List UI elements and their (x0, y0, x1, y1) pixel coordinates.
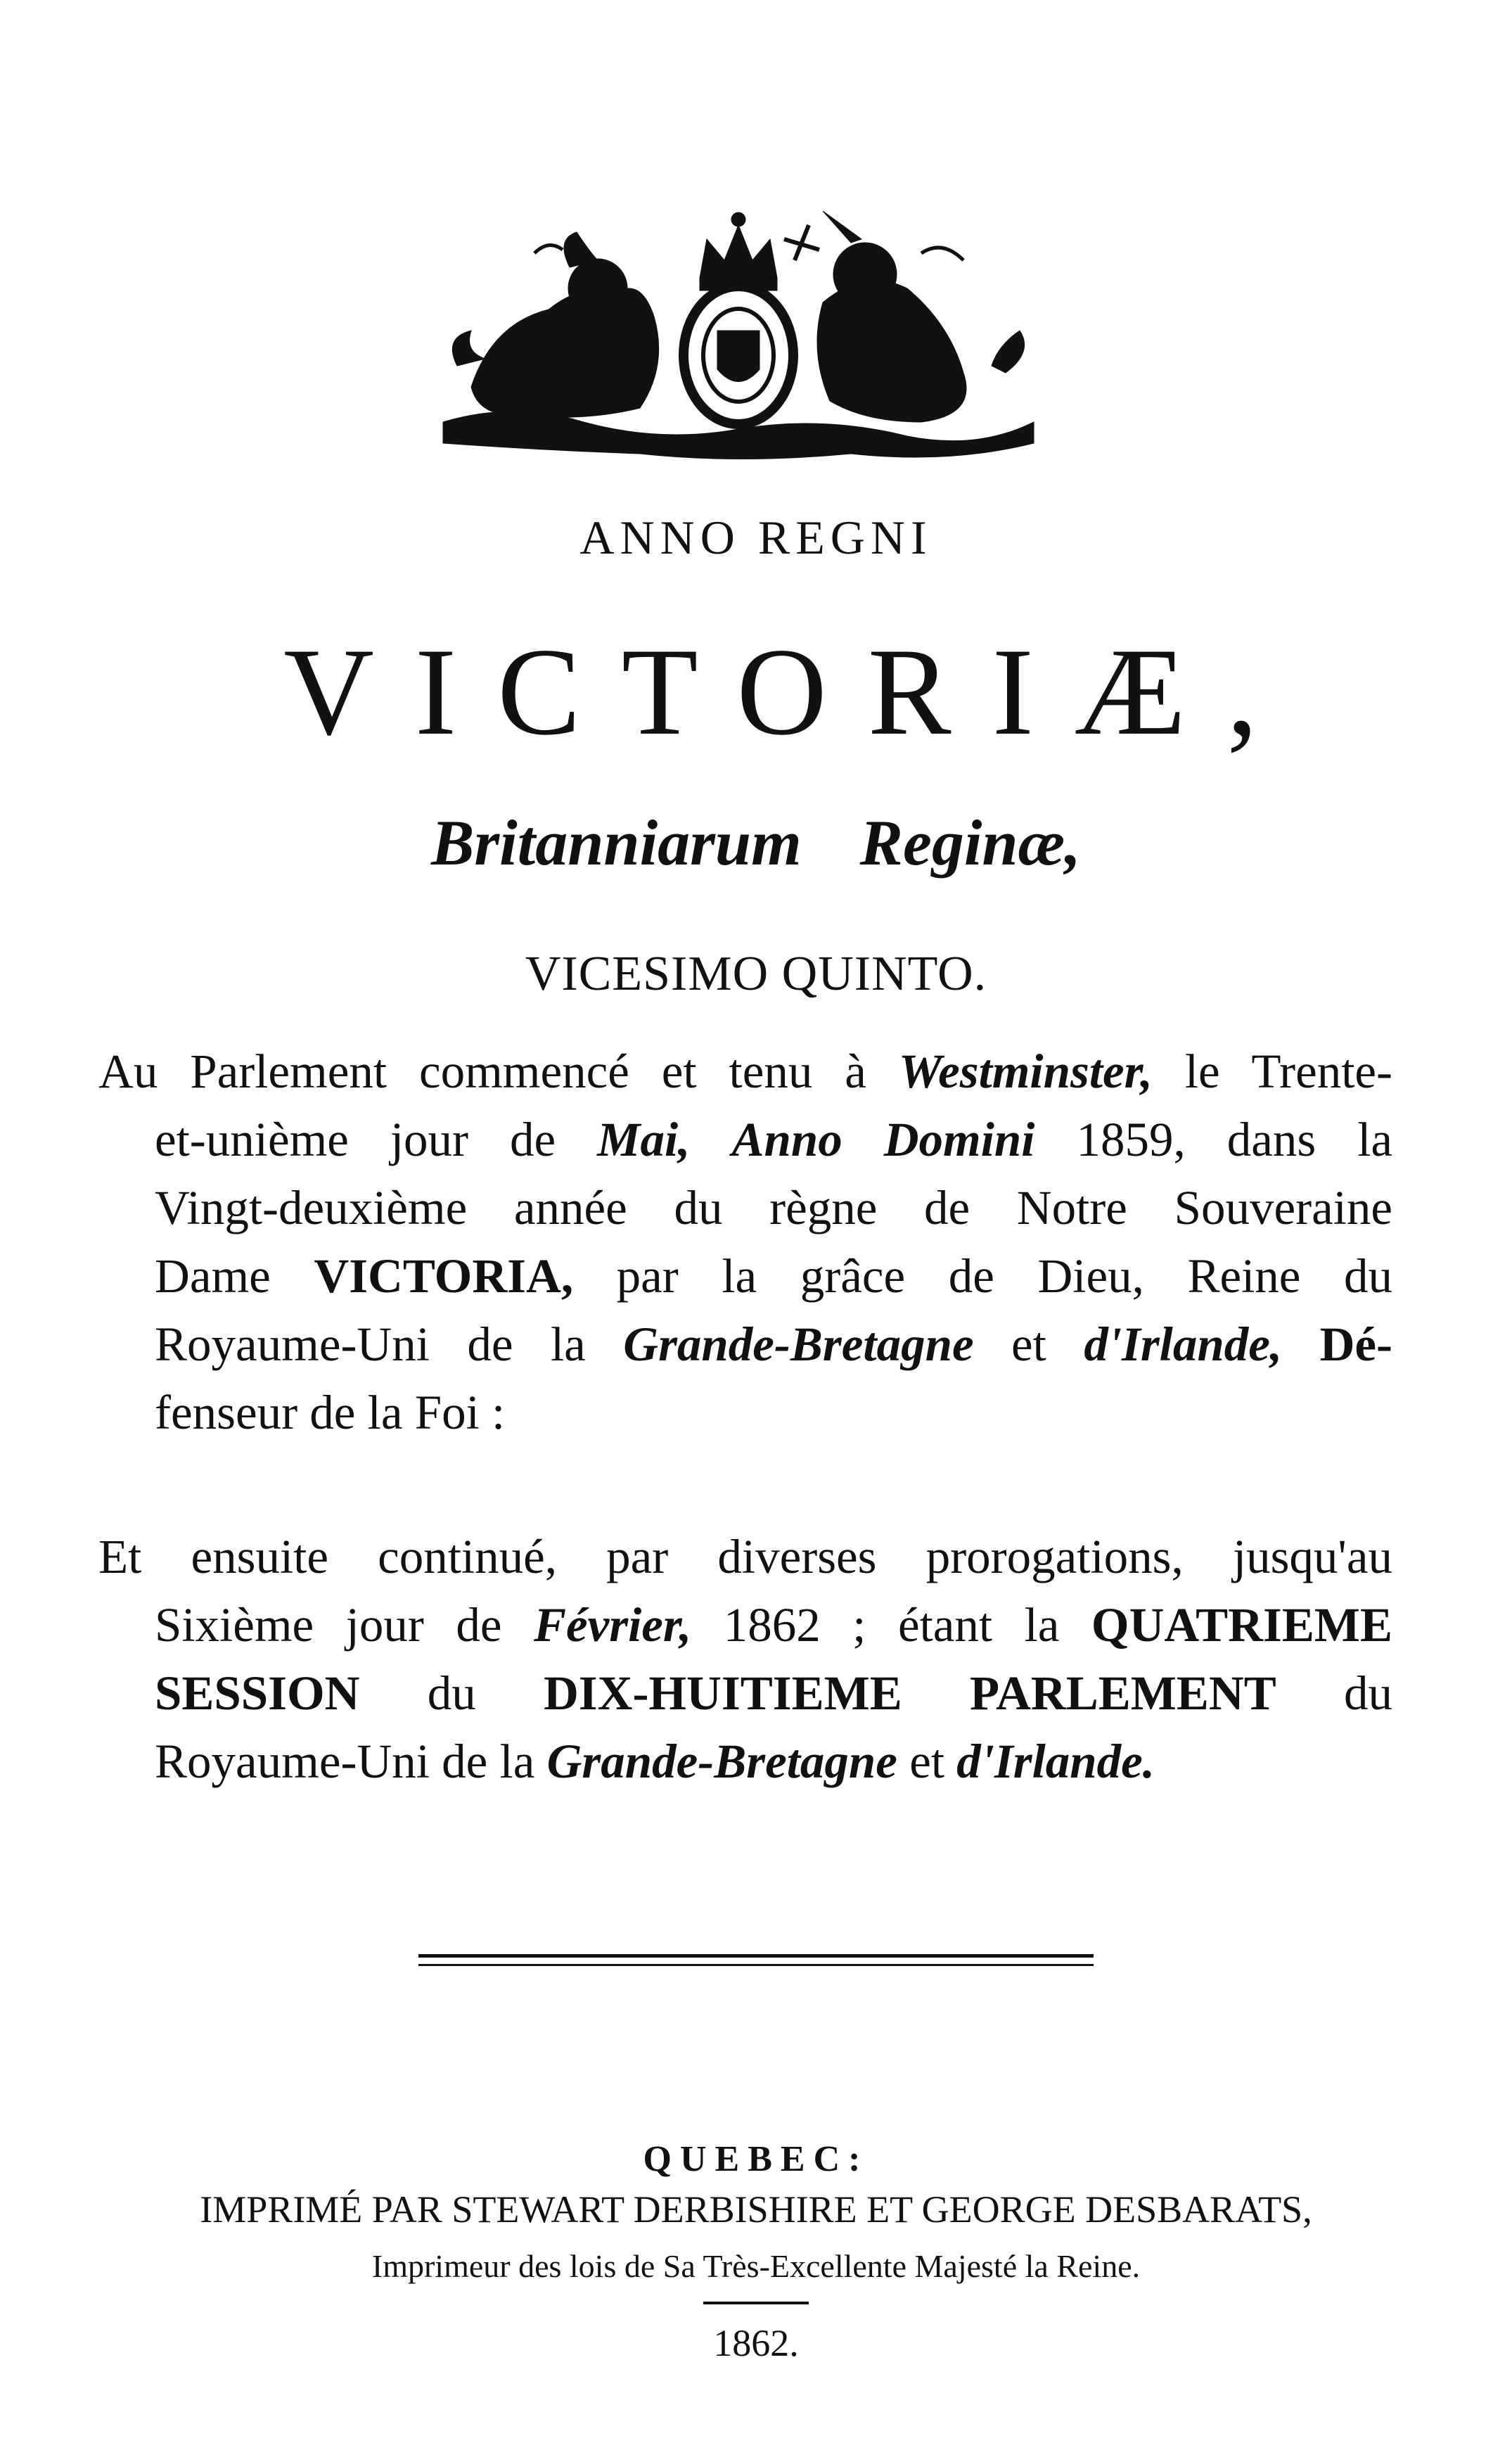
imprint-city: QUEBEC: (643, 2139, 869, 2179)
continuation-line: Royaume-Uni de la Grande-Bretagne et d'Irlande. (155, 1735, 1155, 1788)
preamble-line: fenseur de la Foi : (155, 1386, 506, 1439)
preamble-line: Au Parlement commencé et tenu à Westminster, le Trente- (98, 1045, 1392, 1098)
preamble-line: et-unième jour de Mai, Anno Domini 1859, dans la (155, 1113, 1392, 1166)
anno-regni: ANNO REGNI (579, 511, 933, 564)
reginae: Reginæ, (859, 807, 1082, 879)
continuation-line: SESSION du DIX-HUITIEME PARLEMENT du (155, 1666, 1392, 1720)
imprint-year: 1862. (713, 2322, 799, 2364)
divider-rule (418, 1964, 1094, 1966)
preamble-line: Vingt-deuxième année du règne de Notre Souveraine (155, 1181, 1392, 1234)
britanniarum: Britanniarum (430, 807, 802, 879)
imprint-printer: IMPRIMÉ PAR STEWART DERBISHIRE ET GEORGE DESBARATS, (200, 2188, 1312, 2231)
preamble-line: Dame VICTORIA, par la grâce de Dieu, Reine du (155, 1249, 1392, 1303)
divider-rule (418, 1954, 1094, 1958)
preamble-line: Royaume-Uni de la Grande-Bretagne et d'Irlande, Dé- (155, 1317, 1393, 1371)
imprint-printer-role: Imprimeur des lois de Sa Très-Excellente Majesté la Reine. (371, 2248, 1141, 2284)
preamble-paragraph (98, 1038, 1392, 1447)
britanniarum-reginae (0, 805, 1512, 880)
continuation-line: Sixième jour de Février, 1862 ; étant la QUATRIEME (155, 1598, 1392, 1652)
vicesimo-quinto: VICESIMO QUINTO. (525, 947, 987, 1001)
victoriae-title: VICTORIÆ, (283, 622, 1299, 761)
continuation-paragraph (98, 1523, 1392, 1796)
short-divider (703, 2302, 809, 2304)
continuation-line: Et ensuite continué, par diverses prorogations, jusqu'au (98, 1530, 1392, 1583)
royal-coat-of-arms-icon (429, 211, 1048, 471)
